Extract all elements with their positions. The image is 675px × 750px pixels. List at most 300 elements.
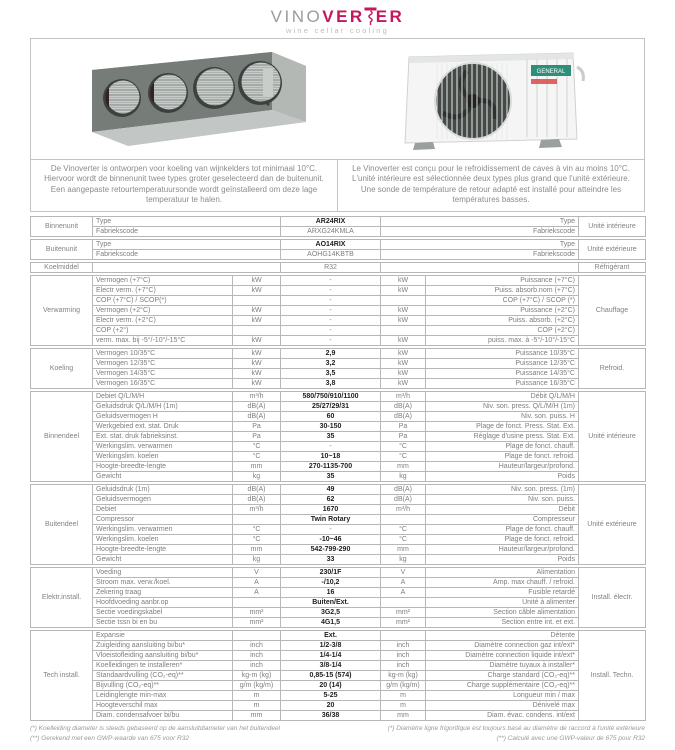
spec-value: AO14RIX bbox=[281, 239, 381, 249]
spec-row bbox=[31, 471, 646, 481]
spec-unit-nl: kW bbox=[233, 348, 281, 358]
section-label-nl: Buitenunit bbox=[31, 239, 93, 259]
footnote-1-fr: (*) Diamètre ligne frigorifique est toujours basé au diamètre de raccord à l'unité extérieure bbox=[387, 724, 645, 732]
spec-unit-nl: m³/h bbox=[233, 504, 281, 514]
spec-value: 62 bbox=[281, 494, 381, 504]
spec-unit-fr: mm² bbox=[381, 617, 426, 627]
spec-unit-nl: A bbox=[233, 587, 281, 597]
spec-value: 16 bbox=[281, 587, 381, 597]
footnotes bbox=[30, 724, 645, 744]
spec-nl-label: COP (+2°) bbox=[93, 325, 233, 335]
spec-unit-fr: kg bbox=[381, 471, 426, 481]
spec-row bbox=[31, 295, 646, 305]
spec-unit-nl: dB(A) bbox=[233, 484, 281, 494]
spec-nl-label: Werkingslim. koelen bbox=[93, 451, 233, 461]
spec-unit-nl bbox=[233, 630, 281, 640]
spec-unit-fr: m bbox=[381, 700, 426, 710]
spec-unit-fr bbox=[381, 597, 426, 607]
spec-unit-nl: kW bbox=[233, 285, 281, 295]
datasheet-page bbox=[30, 0, 645, 744]
spec-value: - bbox=[281, 524, 381, 534]
spec-fr-label: Alimentation bbox=[426, 567, 579, 577]
spec-row bbox=[31, 660, 646, 670]
spec-row bbox=[31, 315, 646, 325]
spec-section bbox=[30, 567, 646, 628]
spec-fr-label: Puissance (+7°C) bbox=[426, 275, 579, 285]
spec-nl-label: Stroom max. verw./koel. bbox=[93, 577, 233, 587]
spec-nl-label: Leidinglengte min-max bbox=[93, 690, 233, 700]
spec-value: 30-150 bbox=[281, 421, 381, 431]
spec-unit-fr: kW bbox=[381, 348, 426, 358]
spec-unit-fr: kW bbox=[381, 378, 426, 388]
spec-unit-nl: kW bbox=[233, 378, 281, 388]
spec-row bbox=[31, 325, 646, 335]
spec-fr-label: Puissance 16/35°C bbox=[426, 378, 579, 388]
spec-row bbox=[31, 484, 646, 494]
spec-value: 1/4-1/4 bbox=[281, 650, 381, 660]
spec-unit-nl: °C bbox=[233, 451, 281, 461]
spec-row bbox=[31, 690, 646, 700]
section-label-nl: Elektr.install. bbox=[31, 567, 93, 627]
spec-fr-label: Plage de fonct. chauff. bbox=[426, 524, 579, 534]
spec-unit-nl: m³/h bbox=[233, 391, 281, 401]
spec-unit-nl: dB(A) bbox=[233, 411, 281, 421]
spec-fr-label: Unité à alimenter bbox=[426, 597, 579, 607]
spec-row bbox=[31, 226, 646, 236]
spec-unit-nl: kg bbox=[233, 554, 281, 564]
spec-row bbox=[31, 514, 646, 524]
spec-nl-label: Koelleidingen te installeren* bbox=[93, 660, 233, 670]
spec-fr-label: puiss. max. à -5°/-10°/-15°C bbox=[426, 335, 579, 345]
spec-unit-fr: mm bbox=[381, 461, 426, 471]
spec-row bbox=[31, 335, 646, 345]
spec-section bbox=[30, 262, 646, 273]
spec-value: Ext. bbox=[281, 630, 381, 640]
spec-value: 3,8 bbox=[281, 378, 381, 388]
hero-box bbox=[30, 38, 645, 212]
spec-nl-label: Type bbox=[93, 239, 281, 249]
spec-row bbox=[31, 710, 646, 720]
spec-unit-fr: mm bbox=[381, 544, 426, 554]
spec-row bbox=[31, 587, 646, 597]
spec-nl-label: Debiet bbox=[93, 504, 233, 514]
spec-value: R32 bbox=[281, 262, 381, 272]
spec-value: 33 bbox=[281, 554, 381, 564]
spec-nl-label: Sectie voedingskabel bbox=[93, 607, 233, 617]
spec-row bbox=[31, 305, 646, 315]
spec-fr-label: Plage de fonct. chauff. bbox=[426, 441, 579, 451]
spec-unit-nl: Pa bbox=[233, 431, 281, 441]
spec-value: Buiten/Ext. bbox=[281, 597, 381, 607]
spec-nl-label: Bijvulling (CO₂-eq)** bbox=[93, 680, 233, 690]
description-nl: De Vinoverter is ontworpen voor koeling van wijnkelders tot minimaal 10°C. Hiervoor wordt de binnenunit twee types groter geselecteerd dan de buitenunit. Een aangepaste retourtemperatuursonde wordt geïnstalleerd om deze lage temperatuur te halen. bbox=[31, 160, 338, 211]
spec-row bbox=[31, 401, 646, 411]
spec-value: - bbox=[281, 325, 381, 335]
spec-value: AR24RIX bbox=[281, 216, 381, 226]
spec-nl-label: Vloeistofleiding aansluiting bi/bu* bbox=[93, 650, 233, 660]
spec-value: - bbox=[281, 275, 381, 285]
description-row bbox=[31, 159, 644, 211]
spec-nl-label: Debiet Q/L/M/H bbox=[93, 391, 233, 401]
spec-fr-label: Plage de fonct. Press. Stat. Ext. bbox=[426, 421, 579, 431]
section-label-nl: Binnendeel bbox=[31, 391, 93, 481]
spec-nl-label: Vermogen 16/35°C bbox=[93, 378, 233, 388]
spec-unit-nl: inch bbox=[233, 650, 281, 660]
spec-section bbox=[30, 348, 646, 389]
brand-tagline: wine cellar cooling bbox=[285, 26, 390, 35]
spec-section bbox=[30, 630, 646, 721]
spec-unit-nl: Pa bbox=[233, 421, 281, 431]
spec-fr-label: Puissance 12/35°C bbox=[426, 358, 579, 368]
spec-nl-label: Hoofdvoeding aanbr.op bbox=[93, 597, 233, 607]
footnote-2-nl: (**) Gerekend met een GWP-waarde van 675 voor R32 bbox=[30, 734, 189, 742]
spec-fr-label: Longueur min / max bbox=[426, 690, 579, 700]
spec-row bbox=[31, 358, 646, 368]
spec-value: 5-25 bbox=[281, 690, 381, 700]
spec-fr-label: Hauteur/largeur/profond. bbox=[426, 461, 579, 471]
footnote-2-fr: (**) Calculé avec une GWP-valeur de 675 pour R32 bbox=[496, 734, 645, 742]
spec-fr-label: Puiss. absorb. (+2°C) bbox=[426, 315, 579, 325]
spec-value: - bbox=[281, 295, 381, 305]
spec-section bbox=[30, 484, 646, 565]
spec-nl-label: Compressor bbox=[93, 514, 233, 524]
svg-text:GENERAL: GENERAL bbox=[536, 68, 566, 75]
spec-unit-nl: dB(A) bbox=[233, 401, 281, 411]
section-label-fr: Install. Techn. bbox=[579, 630, 646, 720]
spec-nl-label: Electr verm. (+2°C) bbox=[93, 315, 233, 325]
spec-row bbox=[31, 700, 646, 710]
section-label-fr: Unité intérieure bbox=[579, 391, 646, 481]
spec-unit-fr bbox=[381, 630, 426, 640]
spec-value: 10~18 bbox=[281, 451, 381, 461]
spec-unit-fr: g/m (kg/m) bbox=[381, 680, 426, 690]
spec-unit-fr: m³/h bbox=[381, 504, 426, 514]
section-label-fr: Réfrigérant bbox=[579, 262, 646, 272]
spec-nl-label: Gewicht bbox=[93, 471, 233, 481]
spec-row bbox=[31, 239, 646, 249]
outdoor-unit-image bbox=[338, 39, 645, 159]
spec-value: Twin Rotary bbox=[281, 514, 381, 524]
spec-fr-label: Puiss. absorb.nom (+7°C) bbox=[426, 285, 579, 295]
spec-unit-fr: kW bbox=[381, 305, 426, 315]
spec-unit-nl: inch bbox=[233, 660, 281, 670]
spec-nl-label: Vermogen 14/35°C bbox=[93, 368, 233, 378]
spec-value: - bbox=[281, 315, 381, 325]
spec-row bbox=[31, 461, 646, 471]
spec-unit-fr: kW bbox=[381, 368, 426, 378]
spec-fr-label: Section entre int. et ext. bbox=[426, 617, 579, 627]
section-label-fr: Refroid. bbox=[579, 348, 646, 388]
spec-unit-nl: kg bbox=[233, 471, 281, 481]
spec-row bbox=[31, 348, 646, 358]
spec-unit-fr: kW bbox=[381, 335, 426, 345]
spec-row bbox=[31, 262, 646, 272]
spec-nl-label bbox=[93, 262, 281, 272]
spec-unit-nl: kW bbox=[233, 315, 281, 325]
spec-fr-label bbox=[381, 262, 579, 272]
spec-unit-fr: kg-m (kg) bbox=[381, 670, 426, 680]
spec-row bbox=[31, 285, 646, 295]
spec-value: - bbox=[281, 285, 381, 295]
spec-value: 3,5 bbox=[281, 368, 381, 378]
spec-row bbox=[31, 534, 646, 544]
spec-unit-fr: °C bbox=[381, 524, 426, 534]
spec-section bbox=[30, 275, 646, 346]
spec-value: 35 bbox=[281, 471, 381, 481]
footnote-row-2 bbox=[30, 734, 645, 744]
spec-unit-nl: kW bbox=[233, 368, 281, 378]
spec-row bbox=[31, 378, 646, 388]
spec-fr-label: Plage de fonct. refroid. bbox=[426, 534, 579, 544]
spec-unit-nl bbox=[233, 295, 281, 305]
spec-unit-fr: kW bbox=[381, 275, 426, 285]
spec-fr-label: Puissance 14/35°C bbox=[426, 368, 579, 378]
spec-unit-fr: inch bbox=[381, 650, 426, 660]
spec-nl-label: Werkingslim. koelen bbox=[93, 534, 233, 544]
spec-fr-label: Fusible retardé bbox=[426, 587, 579, 597]
spec-fr-label: Réglage d'usine press. Stat. Ext. bbox=[426, 431, 579, 441]
spec-fr-label: Type bbox=[381, 216, 579, 226]
spec-value: 2,9 bbox=[281, 348, 381, 358]
spec-row bbox=[31, 577, 646, 587]
spec-unit-fr: mm bbox=[381, 710, 426, 720]
section-label-nl: Koeling bbox=[31, 348, 93, 388]
spec-row bbox=[31, 494, 646, 504]
spec-nl-label: Hoogte-breedte-lengte bbox=[93, 461, 233, 471]
spec-unit-nl: kW bbox=[233, 335, 281, 345]
spec-unit-fr: inch bbox=[381, 640, 426, 650]
spec-unit-nl: °C bbox=[233, 534, 281, 544]
spec-table bbox=[30, 216, 645, 721]
spec-value: 35 bbox=[281, 431, 381, 441]
spec-unit-fr: kg bbox=[381, 554, 426, 564]
spec-unit-fr: m³/h bbox=[381, 391, 426, 401]
spec-value: 230/1F bbox=[281, 567, 381, 577]
spec-unit-fr: dB(A) bbox=[381, 411, 426, 421]
spec-unit-nl: °C bbox=[233, 524, 281, 534]
spec-nl-label: Ext. stat. druk fabrieksinst. bbox=[93, 431, 233, 441]
spec-nl-label: Fabriekscode bbox=[93, 249, 281, 259]
spec-fr-label: COP (+7°C) / SCOP (*) bbox=[426, 295, 579, 305]
spec-unit-nl: mm bbox=[233, 461, 281, 471]
section-label-fr: Install. électr. bbox=[579, 567, 646, 627]
spec-nl-label: Gewicht bbox=[93, 554, 233, 564]
spec-nl-label: Vermogen 10/35°C bbox=[93, 348, 233, 358]
spec-value: AOHG14KBTB bbox=[281, 249, 381, 259]
spec-value: 542-799-290 bbox=[281, 544, 381, 554]
spec-unit-nl: mm bbox=[233, 544, 281, 554]
spec-fr-label: Diam. évac. condens. int/ext bbox=[426, 710, 579, 720]
spec-nl-label: Zuigleiding aansluiting bi/bu* bbox=[93, 640, 233, 650]
spec-row bbox=[31, 650, 646, 660]
spec-row bbox=[31, 431, 646, 441]
section-label-fr: Unité extérieure bbox=[579, 484, 646, 564]
spec-unit-fr bbox=[381, 325, 426, 335]
spec-nl-label: COP (+7°C) / SCOP(*) bbox=[93, 295, 233, 305]
spec-fr-label: Niv. son. puiss. bbox=[426, 494, 579, 504]
section-label-nl: Verwarming bbox=[31, 275, 93, 345]
spec-unit-nl: m bbox=[233, 690, 281, 700]
spec-nl-label: Geluidsvermogen bbox=[93, 494, 233, 504]
spec-fr-label: Puissance 10/35°C bbox=[426, 348, 579, 358]
spec-unit-fr bbox=[381, 295, 426, 305]
spec-fr-label: Fabriekscode bbox=[381, 226, 579, 236]
spec-fr-label: Niv. son. puiss. H bbox=[426, 411, 579, 421]
spec-nl-label: Expansie bbox=[93, 630, 233, 640]
description-fr: Le Vinoverter est conçu pour le refroidissement de caves à vin au moins 10°C. L'unité intérieure est sélectionnée deux types plus grand que l'unité extérieure. Une sonde de température de retour adapté est installé pour atteindre les températures basses. bbox=[352, 163, 630, 205]
spec-unit-nl: °C bbox=[233, 441, 281, 451]
spec-unit-fr: V bbox=[381, 567, 426, 577]
brand-logo bbox=[30, 0, 645, 35]
spec-unit-fr: Pa bbox=[381, 431, 426, 441]
section-label-nl: Tech install. bbox=[31, 630, 93, 720]
spec-unit-nl: mm bbox=[233, 710, 281, 720]
footnote-1-nl: (*) Koelleiding diameter is steeds gebaseerd op de aansluitdiameter van het buitendeel bbox=[30, 724, 281, 732]
spec-row bbox=[31, 630, 646, 640]
spec-unit-fr: mm² bbox=[381, 607, 426, 617]
spec-unit-nl: kW bbox=[233, 275, 281, 285]
spec-fr-label: Hauteur/largeur/profond. bbox=[426, 544, 579, 554]
spec-fr-label: Poids bbox=[426, 554, 579, 564]
section-label-nl: Koelmiddel bbox=[31, 262, 93, 272]
spec-fr-label: COP (+2°C) bbox=[426, 325, 579, 335]
spec-unit-fr: °C bbox=[381, 534, 426, 544]
spec-row bbox=[31, 411, 646, 421]
spec-unit-fr: dB(A) bbox=[381, 401, 426, 411]
spec-fr-label: Poids bbox=[426, 471, 579, 481]
spec-row bbox=[31, 421, 646, 431]
spec-row bbox=[31, 216, 646, 226]
spec-fr-label: Diamètre connection gaz int/ext* bbox=[426, 640, 579, 650]
spec-unit-nl: kW bbox=[233, 358, 281, 368]
spec-unit-fr: °C bbox=[381, 441, 426, 451]
spec-fr-label: Débit bbox=[426, 504, 579, 514]
spec-row bbox=[31, 640, 646, 650]
footnote-row-1 bbox=[30, 724, 645, 734]
spec-fr-label: Plage de fonct. refroid. bbox=[426, 451, 579, 461]
spec-nl-label: Vermogen 12/35°C bbox=[93, 358, 233, 368]
spec-fr-label: Débit Q/L/M/H bbox=[426, 391, 579, 401]
section-label-fr: Unité extérieure bbox=[579, 239, 646, 259]
spec-unit-fr: inch bbox=[381, 660, 426, 670]
spec-unit-fr bbox=[381, 514, 426, 524]
spec-unit-fr: kW bbox=[381, 285, 426, 295]
spec-value: 49 bbox=[281, 484, 381, 494]
spec-value: 3/8-1/4 bbox=[281, 660, 381, 670]
spec-fr-label: Charge standard (CO₂-eq)** bbox=[426, 670, 579, 680]
spec-nl-label: Vermogen (+2°C) bbox=[93, 305, 233, 315]
spec-nl-label: Zekering traag bbox=[93, 587, 233, 597]
spec-fr-label: Niv. son. press. Q/L/M/H (1m) bbox=[426, 401, 579, 411]
spec-nl-label: Sectie tssn bi en bu bbox=[93, 617, 233, 627]
brand-text-er: ER bbox=[375, 7, 405, 26]
spec-row bbox=[31, 368, 646, 378]
spec-unit-nl bbox=[233, 597, 281, 607]
spec-value: 60 bbox=[281, 411, 381, 421]
spec-nl-label: Vermogen (+7°C) bbox=[93, 275, 233, 285]
spec-nl-label: Hoogte-breedte-lengte bbox=[93, 544, 233, 554]
spec-value: 4G1,5 bbox=[281, 617, 381, 627]
product-images bbox=[31, 39, 644, 159]
spec-nl-label: Standaardvulling (CO₂-eq)** bbox=[93, 670, 233, 680]
spec-unit-nl: kg-m (kg) bbox=[233, 670, 281, 680]
spec-unit-fr: dB(A) bbox=[381, 484, 426, 494]
spec-unit-fr: °C bbox=[381, 451, 426, 461]
spec-fr-label: Niv. son. press. (1m) bbox=[426, 484, 579, 494]
section-label-nl: Binnenunit bbox=[31, 216, 93, 236]
spec-value: ARXG24KMLA bbox=[281, 226, 381, 236]
spec-fr-label: Détente bbox=[426, 630, 579, 640]
spec-nl-label: Type bbox=[93, 216, 281, 226]
spec-row bbox=[31, 391, 646, 401]
spec-value: -10~46 bbox=[281, 534, 381, 544]
spec-fr-label: Fabriekscode bbox=[381, 249, 579, 259]
spec-nl-label: Geluidsdruk (1m) bbox=[93, 484, 233, 494]
spec-unit-fr: kW bbox=[381, 358, 426, 368]
spec-value: 580/750/910/1100 bbox=[281, 391, 381, 401]
spec-value: 1/2-3/8 bbox=[281, 640, 381, 650]
indoor-unit-image bbox=[31, 39, 338, 159]
brand-wordmark bbox=[30, 7, 645, 26]
spec-unit-nl: m bbox=[233, 700, 281, 710]
spec-unit-fr: dB(A) bbox=[381, 494, 426, 504]
spec-unit-nl: g/m (kg/m) bbox=[233, 680, 281, 690]
spec-nl-label: Werkgebied ext. stat. Druk bbox=[93, 421, 233, 431]
spec-row bbox=[31, 554, 646, 564]
spec-nl-label: Geluidsvermogen H bbox=[93, 411, 233, 421]
section-label-nl: Buitendeel bbox=[31, 484, 93, 564]
spec-value: -/10,2 bbox=[281, 577, 381, 587]
spec-fr-label: Amp. max chauff. / refroid. bbox=[426, 577, 579, 587]
spec-value: 3,2 bbox=[281, 358, 381, 368]
spec-row bbox=[31, 607, 646, 617]
spec-fr-label: Type bbox=[381, 239, 579, 249]
spec-value: 36/38 bbox=[281, 710, 381, 720]
spec-unit-nl: mm² bbox=[233, 617, 281, 627]
spec-row bbox=[31, 567, 646, 577]
spec-unit-nl: dB(A) bbox=[233, 494, 281, 504]
spec-fr-label: Diamètre connection liquide int/ext* bbox=[426, 650, 579, 660]
spec-nl-label: Werkingslim. verwarmen bbox=[93, 524, 233, 534]
spec-fr-label: Section câble alimentation bbox=[426, 607, 579, 617]
spec-nl-label: Fabriekscode bbox=[93, 226, 281, 236]
spec-row bbox=[31, 451, 646, 461]
spec-fr-label: Diamètre tuyaux à installer* bbox=[426, 660, 579, 670]
spec-value: 0,85-15 (574) bbox=[281, 670, 381, 680]
spec-row bbox=[31, 597, 646, 607]
spec-fr-label: Puissance (+2°C) bbox=[426, 305, 579, 315]
spec-value: 20 bbox=[281, 700, 381, 710]
spec-section bbox=[30, 239, 646, 260]
spec-value: - bbox=[281, 441, 381, 451]
spec-row bbox=[31, 617, 646, 627]
spec-row bbox=[31, 670, 646, 680]
spec-nl-label: verm. max. bij -5°/-10°/-15°C bbox=[93, 335, 233, 345]
spec-nl-label: Diam. condensafvoer bi/bu bbox=[93, 710, 233, 720]
spec-row bbox=[31, 441, 646, 451]
spec-unit-nl: mm² bbox=[233, 607, 281, 617]
spec-unit-nl: A bbox=[233, 577, 281, 587]
spec-row bbox=[31, 680, 646, 690]
spec-nl-label: Werkingslim. verwarmen bbox=[93, 441, 233, 451]
spec-unit-nl: inch bbox=[233, 640, 281, 650]
section-label-fr: Unité intérieure bbox=[579, 216, 646, 236]
spec-unit-fr: Pa bbox=[381, 421, 426, 431]
brand-text-vino: VINO bbox=[270, 7, 323, 26]
spec-section bbox=[30, 391, 646, 482]
spec-fr-label: Charge supplémentaire (CO₂-eq)** bbox=[426, 680, 579, 690]
spec-unit-fr: m bbox=[381, 690, 426, 700]
